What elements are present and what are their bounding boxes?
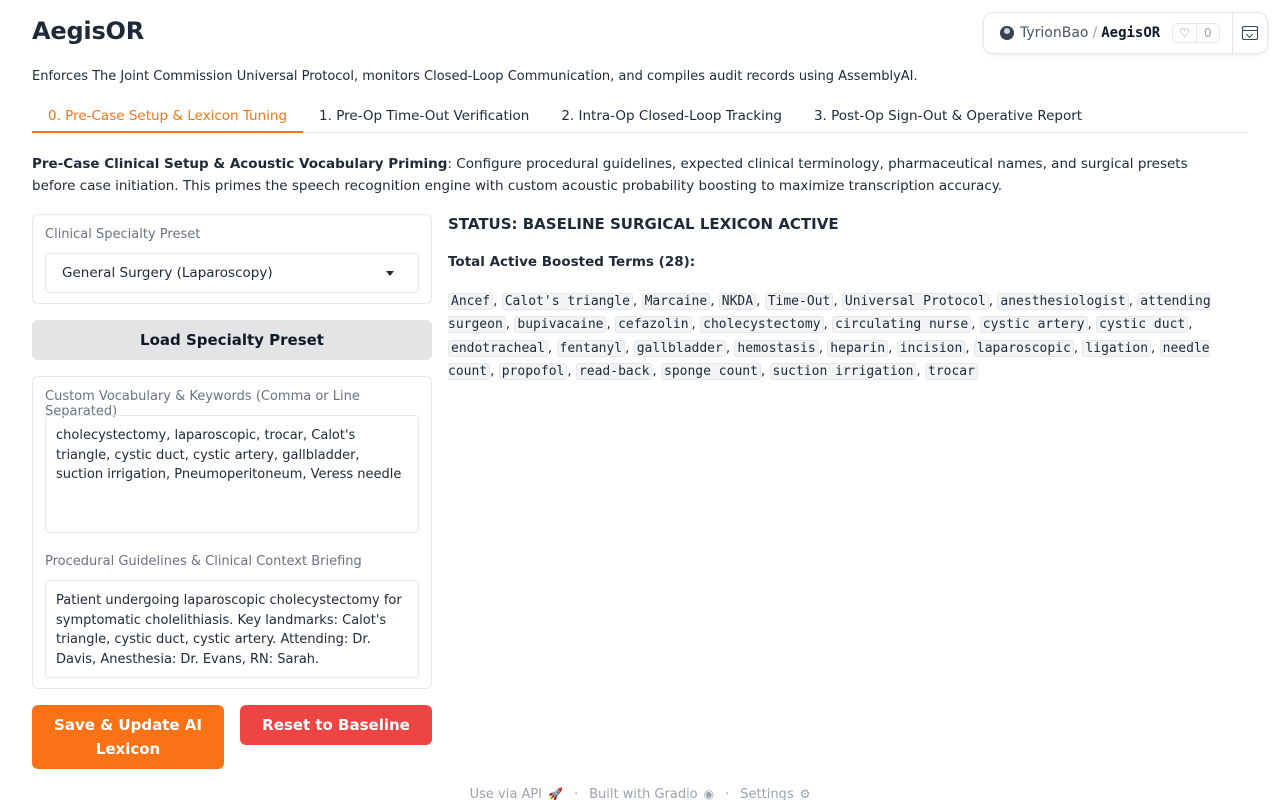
tab-pre-op-time-out[interactable]: 1. Pre-Op Time-Out Verification bbox=[319, 108, 530, 124]
boosted-term: Universal Protocol bbox=[842, 293, 989, 310]
owner-avatar bbox=[1000, 26, 1014, 40]
preset-selected-value: General Surgery (Laparoscopy) bbox=[62, 265, 273, 281]
boosted-term: endotracheal bbox=[448, 340, 548, 357]
tab-bar bbox=[32, 100, 1248, 133]
boosted-term: circulating nurse bbox=[832, 316, 971, 333]
guidelines-label: Procedural Guidelines & Clinical Context Briefing bbox=[45, 554, 362, 569]
boosted-term: cefazolin bbox=[615, 316, 691, 333]
boosted-term: heparin bbox=[827, 340, 888, 357]
boosted-term: propofol bbox=[499, 363, 568, 380]
space-header-badge bbox=[983, 12, 1268, 54]
boosted-term: ligation bbox=[1082, 340, 1151, 357]
intro-heading: Pre-Case Clinical Setup & Acoustic Vocabulary Priming bbox=[32, 156, 448, 172]
preset-label: Clinical Specialty Preset bbox=[45, 227, 201, 242]
rocket-icon: 🚀 bbox=[548, 787, 563, 800]
tab-post-op-sign-out[interactable]: 3. Post-Op Sign-Out & Operative Report bbox=[813, 108, 1083, 124]
like-count: 0 bbox=[1204, 26, 1212, 40]
boosted-term: hemostasis bbox=[734, 340, 818, 357]
boosted-term: suction irrigation bbox=[770, 363, 917, 380]
boosted-term: fentanyl bbox=[557, 340, 626, 357]
footer-separator: · bbox=[573, 787, 579, 800]
footer bbox=[0, 787, 1280, 800]
boosted-term: cystic artery bbox=[980, 316, 1088, 333]
save-lexicon-button[interactable]: Save & Update AI Lexicon bbox=[32, 705, 224, 769]
app-title: AegisOR bbox=[32, 17, 145, 45]
heart-icon: ♡ bbox=[1173, 24, 1197, 42]
collapse-icon bbox=[1242, 26, 1258, 40]
space-owner[interactable]: TyrionBao bbox=[1020, 25, 1089, 41]
boosted-terms-heading: Total Active Boosted Terms (28): bbox=[448, 254, 696, 270]
collapse-header-button[interactable] bbox=[1232, 13, 1267, 53]
tab-intra-op-tracking[interactable]: 2. Intra-Op Closed-Loop Tracking bbox=[561, 108, 782, 124]
boosted-term: bupivacaine bbox=[514, 316, 606, 333]
tab-pre-case-setup[interactable]: 0. Pre-Case Setup & Lexicon Tuning bbox=[32, 100, 303, 133]
reset-baseline-button[interactable]: Reset to Baseline bbox=[240, 705, 432, 745]
path-separator: / bbox=[1092, 25, 1098, 41]
boosted-term: attending surgeon bbox=[448, 294, 1211, 333]
specialty-preset-panel bbox=[32, 214, 432, 304]
gradio-logo-icon: ◉ bbox=[703, 787, 715, 800]
app-description: Enforces The Joint Commission Universal Protocol, monitors Closed-Loop Communication, and compiles audit records using AssemblyAI. bbox=[32, 69, 918, 84]
space-link[interactable] bbox=[984, 13, 1232, 53]
like-button[interactable] bbox=[1172, 23, 1219, 43]
load-preset-button[interactable]: Load Specialty Preset bbox=[32, 320, 432, 360]
boosted-term: Ancef bbox=[448, 293, 493, 310]
boosted-term: gallbladder bbox=[634, 340, 726, 357]
vocab-label: Custom Vocabulary & Keywords (Comma or Line Separated) bbox=[45, 389, 360, 419]
gear-icon: ⚙ bbox=[799, 787, 811, 800]
boosted-term: NKDA bbox=[719, 293, 756, 310]
custom-vocabulary-textarea[interactable]: cholecystectomy, laparoscopic, trocar, Calot's triangle, cystic duct, cystic artery, gallbladder, suction irrigation, Pneumoperitoneum, Veress needle bbox=[45, 415, 419, 533]
intro-text: : Configure procedural guidelines, expected clinical terminology, pharmaceutical names, and surgical presets before case initiation. This primes the speech recognition engine with custom acoustic probability boosting to maximize transcription accuracy. bbox=[32, 156, 1188, 194]
boosted-term: needle count bbox=[448, 340, 1210, 380]
boosted-term: cholecystectomy bbox=[700, 316, 823, 333]
boosted-term: sponge count bbox=[661, 363, 761, 380]
use-via-api-link[interactable]: Use via API 🚀 bbox=[469, 787, 563, 800]
boosted-term: read-back bbox=[576, 363, 652, 380]
vocabulary-panel bbox=[32, 376, 432, 689]
footer-separator: · bbox=[725, 787, 730, 800]
boosted-term: trocar bbox=[925, 363, 978, 380]
built-with-gradio-link[interactable]: Built with Gradio ◉ bbox=[589, 787, 715, 800]
boosted-term: cystic duct bbox=[1096, 316, 1188, 333]
boosted-terms-list: Ancef , Calot's triangle , Marcaine , NKDA , Time-Out , Universal Protocol , anesthesiologist , attending surgeon , bupivacaine , cefazolin , cholecystectomy , circulating nurse , cystic artery , cystic duct , endotracheal , fentanyl , gallbladder , hemostasis , heparin , incision , laparoscopic , ligation , needle count , propofol , read-back , sponge count , suction irrigation , trocar bbox=[448, 293, 1211, 380]
section-intro bbox=[32, 153, 1222, 197]
guidelines-textarea[interactable]: Patient undergoing laparoscopic cholecystectomy for symptomatic cholelithiasis. Key landmarks: Calot's triangle, cystic duct, cystic artery. Attending: Dr. Davis, Anesthesia: Dr. Evans, RN: Sarah. bbox=[45, 580, 419, 678]
lexicon-status: STATUS: BASELINE SURGICAL LEXICON ACTIVE bbox=[448, 215, 839, 233]
boosted-term: Calot's triangle bbox=[502, 293, 633, 310]
boosted-term: anesthesiologist bbox=[997, 293, 1128, 310]
boosted-term: Time-Out bbox=[765, 293, 834, 310]
chevron-down-icon bbox=[386, 271, 394, 276]
settings-link[interactable]: Settings ⚙ bbox=[740, 787, 811, 800]
boosted-term: laparoscopic bbox=[974, 340, 1074, 357]
boosted-term: Marcaine bbox=[642, 293, 711, 310]
space-name[interactable]: AegisOR bbox=[1101, 25, 1161, 41]
boosted-term: incision bbox=[897, 340, 966, 357]
specialty-preset-dropdown[interactable] bbox=[45, 253, 419, 293]
